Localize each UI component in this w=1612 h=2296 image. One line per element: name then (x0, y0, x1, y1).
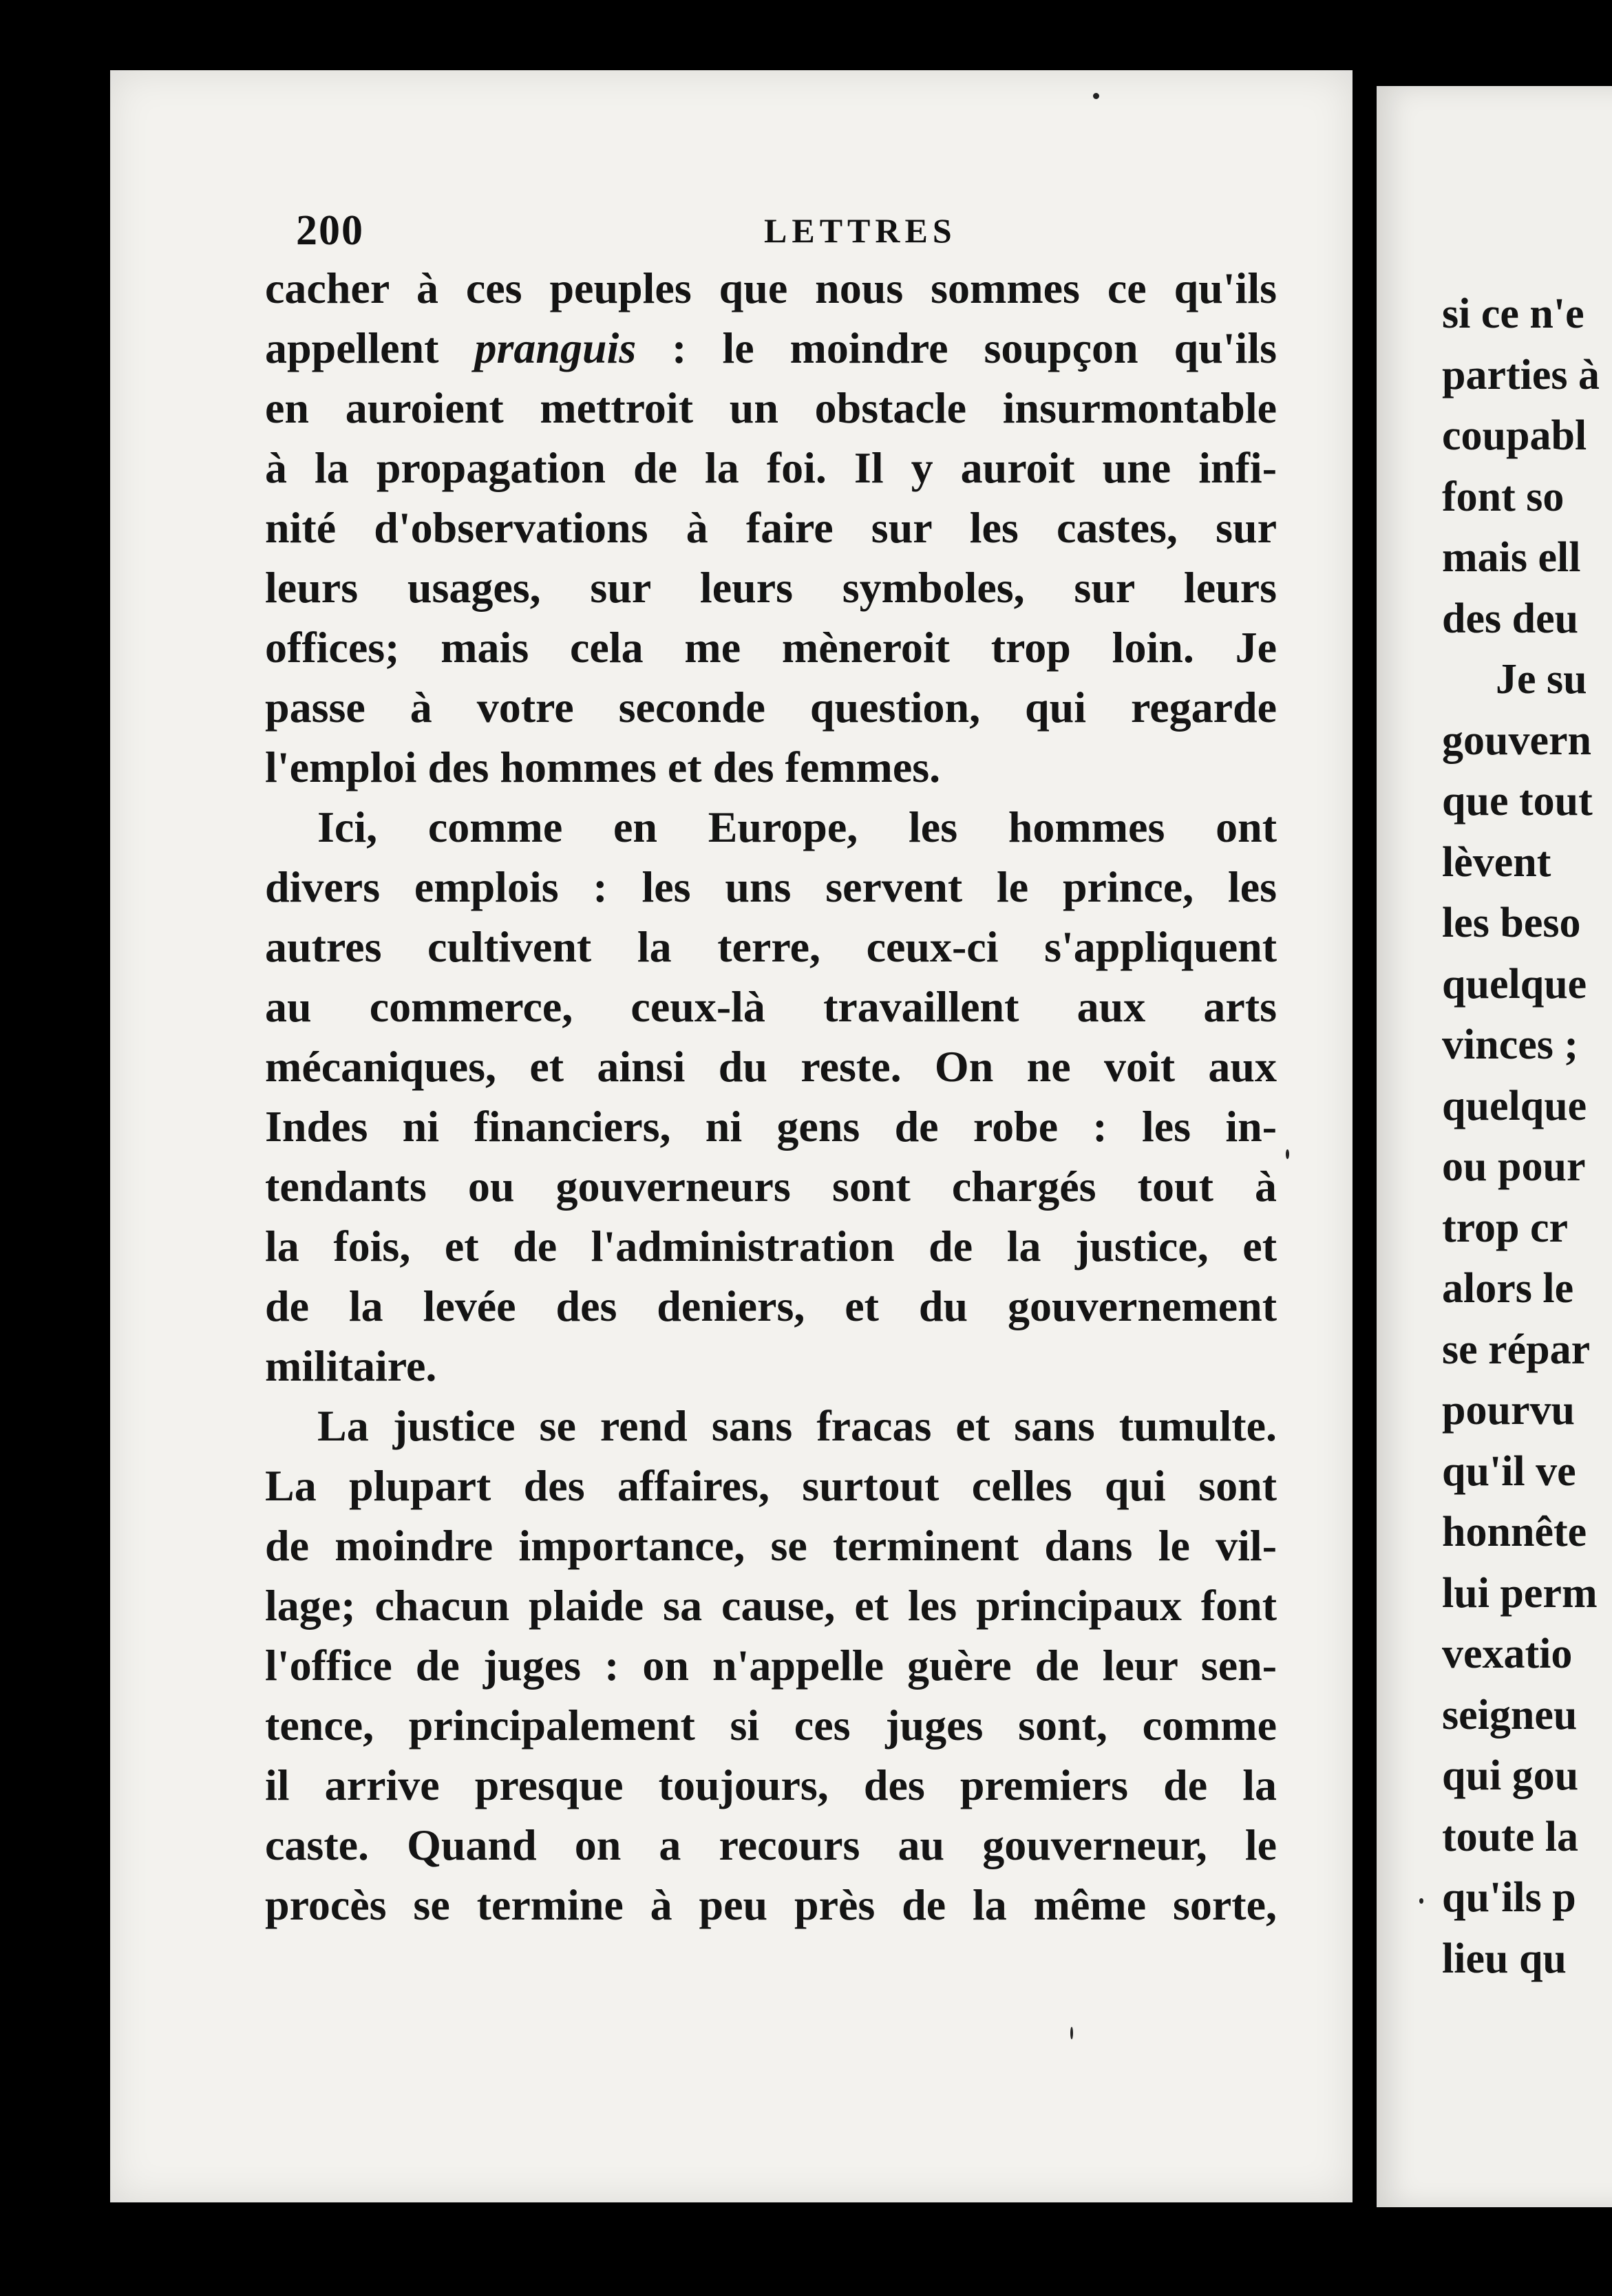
text-line: leurs usages, sur leurs symboles, sur leurs (265, 563, 1277, 612)
text-line: Ici, comme en Europe, les hommes ont (317, 802, 1277, 851)
text-line: de la levée des deniers, et du gouvernement (265, 1282, 1277, 1330)
text-line: la fois, et de l'administration de la justice, et (265, 1222, 1277, 1271)
page-number: 200 (296, 207, 364, 254)
text-line: qu'il ve (1442, 1447, 1576, 1495)
text-line: se répar (1442, 1326, 1591, 1373)
text-line: divers emplois : les uns servent le prince, les (265, 862, 1277, 911)
text-line: l'emploi des hommes et des femmes. (265, 743, 941, 791)
text-line: toute la (1442, 1813, 1579, 1860)
text-line: autres cultivent la terre, ceux-ci s'appliquent (265, 922, 1277, 971)
text-line: vexatio (1442, 1630, 1573, 1677)
ink-speck (1070, 2027, 1073, 2039)
text-line: lieu qu (1442, 1935, 1567, 1982)
text-line: si ce n'e (1442, 290, 1584, 337)
text-line: La justice se rend sans fracas et sans tumulte. (317, 1401, 1277, 1450)
text-segment: appellent (265, 323, 475, 372)
text-line: caste. Quand on a recours au gouverneur, le (265, 1820, 1277, 1869)
text-line: ou pour (1442, 1143, 1586, 1190)
running-title: LETTRES (764, 211, 957, 250)
text-line: lui perm (1442, 1569, 1598, 1617)
text-line: de moindre importance, se terminent dans le vil- (265, 1521, 1277, 1570)
text-line: militaire. (265, 1341, 437, 1390)
text-line: tendants ou gouverneurs sont chargés tout à (265, 1162, 1277, 1211)
text-line: à la propagation de la foi. Il y auroit une infi- (265, 443, 1277, 492)
text-line: lèvent (1442, 838, 1551, 886)
ink-speck (1286, 1149, 1289, 1159)
text-line: seigneu (1442, 1691, 1578, 1739)
text-line: tence, principalement si ces juges sont, comme (265, 1701, 1277, 1750)
left-page-text (265, 258, 1277, 1935)
text-line: vinces ; (1442, 1021, 1579, 1068)
text-segment: : le moindre soupçon qu'ils (636, 323, 1277, 372)
text-line: procès se termine à peu près de la même sorte, (265, 1880, 1277, 1929)
text-line: coupabl (1442, 412, 1587, 459)
text-line: parties à (1442, 351, 1600, 398)
text-line: en auroient mettroit un obstacle insurmontable (265, 383, 1277, 432)
text-line: que tout (1442, 778, 1593, 825)
text-line: alors le (1442, 1265, 1574, 1312)
text-line: trop cr (1442, 1204, 1569, 1251)
text-line: honnête (1442, 1509, 1587, 1555)
text-line: il arrive presque toujours, des premiers de la (265, 1761, 1277, 1809)
text-line: mais ell (1442, 534, 1581, 581)
running-head (186, 206, 1273, 262)
text-line: Indes ni financiers, ni gens de robe : les in- (265, 1102, 1277, 1151)
text-line: cacher à ces peuples que nous sommes ce qu'ils (265, 264, 1277, 312)
text-line: les beso (1442, 900, 1581, 946)
text-line: quelque (1442, 1082, 1587, 1129)
text-line (265, 318, 1277, 378)
text-line: des deu (1442, 595, 1579, 642)
text-line: quelque (1442, 960, 1587, 1008)
text-line: Je su (1496, 656, 1587, 703)
italic-word: pranguis (474, 323, 637, 372)
text-line: nité d'observations à faire sur les castes, sur (265, 503, 1277, 552)
text-line: au commerce, ceux-là travaillent aux arts (265, 982, 1277, 1031)
text-line: mécaniques, et ainsi du reste. On ne voit aux (265, 1042, 1277, 1091)
ink-speck (1419, 1898, 1423, 1904)
text-line: offices; mais cela me mèneroit trop loin. Je (265, 623, 1277, 672)
text-line: La plupart des affaires, surtout celles qui sont (265, 1461, 1277, 1510)
text-line: lage; chacun plaide sa cause, et les principaux font (265, 1581, 1277, 1630)
ink-speck (1093, 93, 1099, 99)
text-line: passe à votre seconde question, qui regarde (265, 683, 1277, 732)
text-line: qu'ils p (1442, 1874, 1576, 1921)
right-page-text (1442, 284, 1612, 1989)
text-line: gouvern (1442, 716, 1591, 764)
text-line: pourvu (1442, 1387, 1575, 1434)
text-line: l'office de juges : on n'appelle guère de leur sen- (265, 1641, 1277, 1690)
text-line: font so (1442, 473, 1565, 520)
text-line: qui gou (1442, 1752, 1579, 1799)
